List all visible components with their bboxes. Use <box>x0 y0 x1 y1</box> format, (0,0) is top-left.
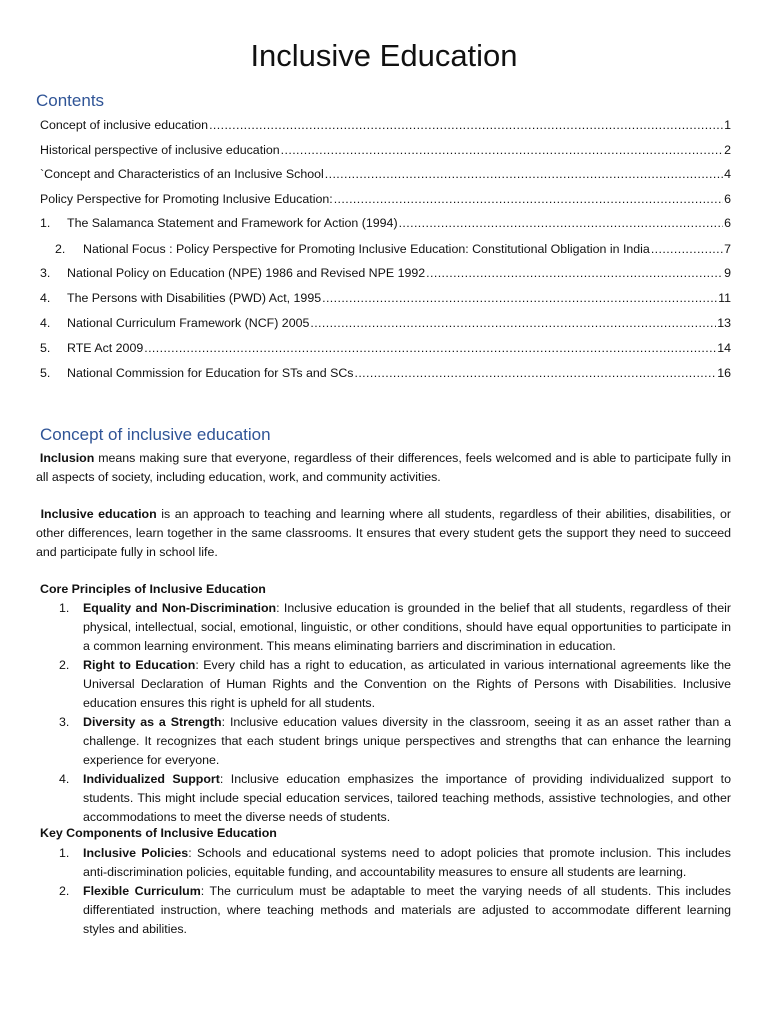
toc-entry[interactable] <box>40 365 731 381</box>
list-item-term: Equality and Non-Discrimination <box>83 601 277 615</box>
toc-entry-page: 2 <box>724 143 731 157</box>
toc-entry-number: 4. <box>40 316 51 330</box>
list-item-text: : Schools and educational systems need to adopt policies that promote inclusion. This includes anti-discrimination policies, equitable funding, and accountability measures to ensure all students are learning. <box>83 846 731 879</box>
toc-leader <box>426 265 723 281</box>
toc-entry[interactable] <box>40 265 731 281</box>
toc-entry-label: National Policy on Education (NPE) 1986 and Revised NPE 1992 <box>67 266 426 280</box>
list-item-term: Individualized Support <box>83 772 220 786</box>
toc-leader <box>144 340 716 356</box>
list-item-text: : Inclusive education is grounded in the belief that all students, regardless of their physical, intellectual, social, emotional, linguistic, or other conditions, should have equal opportunities to participate in a common learning environment. This means eliminating barriers and discrimination in education. <box>83 601 731 653</box>
list-item-number: 1. <box>59 846 70 860</box>
key-components-list <box>40 844 731 939</box>
toc-leader <box>209 117 723 133</box>
key-components-heading: Key Components of Inclusive Education <box>40 826 277 840</box>
section-heading: Concept of inclusive education <box>40 425 271 444</box>
core-principles-heading: Core Principles of Inclusive Education <box>40 582 266 596</box>
contents-heading: Contents <box>36 91 105 110</box>
term-inclusion: Inclusion <box>39 451 95 465</box>
toc-entry-number: 1. <box>40 216 51 230</box>
toc-leader <box>322 290 717 306</box>
toc-leader <box>399 215 724 231</box>
toc-entry-page: 1 <box>724 118 731 132</box>
toc-entry-page: 6 <box>724 192 731 206</box>
toc-leader <box>334 191 723 207</box>
list-item-term: Right to Education <box>83 658 196 672</box>
list-item-text: : Inclusive education values diversity in the classroom, seeing it as an asset rather than a challenge. It recognizes that each student brings unique perspectives and strengths that can enhance the learning experience for everyone. <box>83 715 731 767</box>
document-title: Inclusive Education <box>250 38 518 73</box>
toc-entry-page: 14 <box>717 341 731 355</box>
inclusion-definition <box>36 449 731 487</box>
toc-entry-label: RTE Act 2009 <box>67 341 144 355</box>
toc-entry-page: 7 <box>724 242 731 256</box>
toc-entry-label: Concept of inclusive education <box>40 118 209 132</box>
toc-entry-page: 9 <box>724 266 731 280</box>
toc-entry-page: 6 <box>724 216 731 230</box>
list-item-number: 2. <box>59 884 70 898</box>
toc-entry-label: National Curriculum Framework (NCF) 2005 <box>67 316 310 330</box>
toc-entry-label: Policy Perspective for Promoting Inclusive Education: <box>40 192 333 206</box>
toc-entry-label: National Commission for Education for STs and SCs <box>67 366 354 380</box>
list-item <box>40 713 731 770</box>
toc-leader <box>651 241 723 257</box>
toc-entry-number: 2. <box>55 242 66 256</box>
toc-leader <box>281 142 723 158</box>
list-item <box>40 599 731 656</box>
toc-entry-page: 11 <box>718 291 731 305</box>
list-item <box>40 770 731 827</box>
list-item-term: Diversity as a Strength <box>83 715 222 729</box>
toc-entry-page: 4 <box>724 167 731 181</box>
toc-entry-page: 16 <box>717 366 731 380</box>
inclusion-text: means making sure that everyone, regardless of their differences, feels welcomed and is able to participate fully in all aspects of society, including education, work, and community activities. <box>36 451 731 484</box>
toc-entry[interactable] <box>40 340 731 356</box>
list-item-term: Flexible Curriculum <box>83 884 201 898</box>
toc-leader <box>354 365 716 381</box>
toc-entry[interactable] <box>40 215 731 231</box>
toc-entry-number: 3. <box>40 266 51 280</box>
toc-entry[interactable] <box>40 191 731 207</box>
toc-entry[interactable] <box>40 117 731 133</box>
toc-leader <box>310 315 716 331</box>
toc-entry-page: 13 <box>717 316 731 330</box>
list-item-text: : The curriculum must be adaptable to meet the varying needs of all students. This includes differentiated instruction, where teaching methods and materials are adjusted to accommodate different learning styles and abilities. <box>83 884 731 936</box>
toc-entry-label: `Concept and Characteristics of an Inclusive School <box>40 167 324 181</box>
toc-entry[interactable] <box>40 166 731 182</box>
list-item-number: 1. <box>59 601 70 615</box>
toc-entry-label: The Persons with Disabilities (PWD) Act, 1995 <box>67 291 322 305</box>
list-item-number: 2. <box>59 658 70 672</box>
toc-entry-label: The Salamanca Statement and Framework for Action (1994) <box>67 216 398 230</box>
list-item-term: Inclusive Policies <box>83 846 189 860</box>
toc-entry[interactable] <box>40 290 731 306</box>
list-item-number: 4. <box>59 772 70 786</box>
toc-entry[interactable] <box>55 241 731 257</box>
toc-entry-label: National Focus : Policy Perspective for Promoting Inclusive Education: Constitutional Obligation in India <box>83 242 650 256</box>
core-principles-list <box>40 599 731 827</box>
list-item-number: 3. <box>59 715 70 729</box>
list-item-text: : Every child has a right to education, as articulated in various international agreements like the Universal Declaration of Human Rights and the Convention on the Rights of Persons with Disabilities. Inclusive education ensures this right is upheld for all students. <box>83 658 731 710</box>
list-item <box>40 844 731 882</box>
toc-entry-number: 5. <box>40 366 51 380</box>
list-item <box>40 882 731 939</box>
toc-leader <box>325 166 723 182</box>
toc-entry-number: 5. <box>40 341 51 355</box>
toc-entry[interactable] <box>40 142 731 158</box>
list-item-text: : Inclusive education emphasizes the importance of providing individualized support to students. This might include special education services, tailored teaching methods, assistive technologies, and other accommodations to meet the diverse needs of students. <box>83 772 731 824</box>
list-item <box>40 656 731 713</box>
inclusive-education-definition <box>36 505 731 562</box>
toc-entry[interactable] <box>40 315 731 331</box>
term-inclusive-education: Inclusive education <box>40 507 157 521</box>
toc-entry-number: 4. <box>40 291 51 305</box>
toc-entry-label: Historical perspective of inclusive education <box>40 143 280 157</box>
inclusive-education-text: is an approach to teaching and learning where all students, regardless of their abilities, disabilities, or other differences, learn together in the same classrooms. It ensures that every student gets the support they need to succeed and participate fully in school life. <box>36 507 731 559</box>
